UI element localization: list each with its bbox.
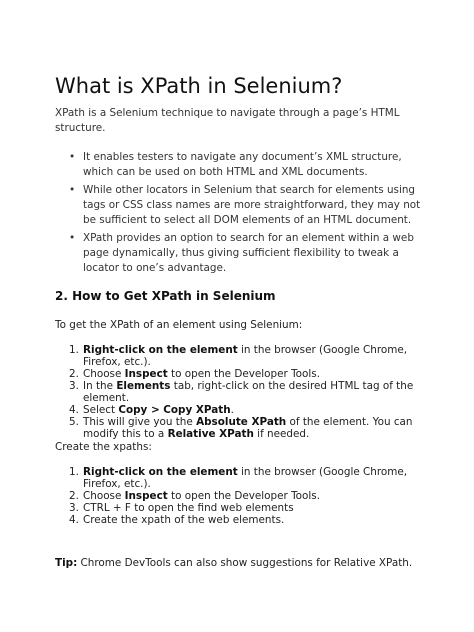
step-item bbox=[69, 514, 435, 526]
step-item bbox=[69, 380, 435, 404]
step-text: to open the Developer Tools. bbox=[167, 368, 321, 380]
step-bold: Copy > Copy XPath bbox=[118, 404, 231, 416]
step-bold: Inspect bbox=[124, 368, 168, 380]
step-text: Choose bbox=[83, 490, 125, 502]
tip-paragraph bbox=[55, 556, 435, 570]
step-text: of the element. You can modify this to a bbox=[83, 416, 413, 440]
document-page bbox=[55, 72, 435, 570]
step-bold: Elements bbox=[116, 380, 171, 392]
step-number: 3. bbox=[69, 380, 79, 392]
xpath-steps-list bbox=[55, 466, 435, 526]
step-text: CTRL + F to open the find web elements bbox=[83, 502, 294, 514]
step-number: 5. bbox=[69, 416, 79, 428]
step-item bbox=[69, 502, 435, 514]
step-number: 1. bbox=[69, 344, 79, 356]
step-item bbox=[69, 368, 435, 380]
step-number: 4. bbox=[69, 514, 79, 526]
step-number: 4. bbox=[69, 404, 79, 416]
step-item bbox=[69, 404, 435, 416]
step-text: Choose bbox=[83, 368, 125, 380]
steps-list bbox=[55, 344, 435, 440]
step-bold: Relative XPath bbox=[167, 428, 254, 440]
step-item bbox=[69, 490, 435, 502]
intro-paragraph: XPath is a Selenium technique to navigate through a page’s HTML structure. bbox=[55, 107, 400, 134]
step-number: 1. bbox=[69, 466, 79, 478]
step-item bbox=[69, 466, 435, 490]
step-bold: Inspect bbox=[124, 490, 168, 502]
section-lead: To get the XPath of an element using Selenium: bbox=[55, 319, 303, 331]
step-text: Select bbox=[83, 404, 119, 416]
bullet-item: • XPath provides an option to search for an element within a web page dynamically, thus giving sufficient flexibility to tweak a locator to one’s advantage. bbox=[83, 231, 435, 276]
tip-label: Tip: bbox=[55, 557, 78, 569]
step-item bbox=[69, 416, 435, 440]
bullet-item: • It enables testers to navigate any document’s XML structure, which can be used on both HTML and XML documents. bbox=[83, 150, 435, 180]
step-number: 3. bbox=[69, 502, 79, 514]
step-number: 2. bbox=[69, 490, 79, 502]
bullet-list bbox=[55, 150, 435, 276]
step-bold: Right-click on the element bbox=[83, 344, 238, 356]
step-text: in the browser (Google Chrome, Firefox, etc.). bbox=[83, 344, 408, 368]
step-bold: Right-click on the element bbox=[83, 466, 238, 478]
step-text: In the bbox=[83, 380, 117, 392]
step-bold: Absolute XPath bbox=[196, 416, 287, 428]
step-number: 2. bbox=[69, 368, 79, 380]
step-text: This will give you the bbox=[83, 416, 197, 428]
step-text: in the browser (Google Chrome, Firefox, etc.). bbox=[83, 466, 408, 490]
step-text: tab, right-click on the desired HTML tag of the element. bbox=[83, 380, 414, 404]
step-text: Create the xpath of the web elements. bbox=[83, 514, 285, 526]
step-item bbox=[69, 344, 435, 368]
section-lead-2: Create the xpaths: bbox=[55, 441, 152, 453]
section-heading: 2. How to Get XPath in Selenium bbox=[55, 289, 276, 303]
step-text: . bbox=[230, 404, 234, 416]
page-title: What is XPath in Selenium? bbox=[55, 74, 343, 98]
step-text: to open the Developer Tools. bbox=[167, 490, 321, 502]
bullet-item: • While other locators in Selenium that search for elements using tags or CSS class names are more straightforward, they may not be sufficient to select all DOM elements of an HTML document. bbox=[83, 183, 435, 228]
tip-text: Chrome DevTools can also show suggestions for Relative XPath. bbox=[77, 557, 413, 569]
step-text: if needed. bbox=[253, 428, 310, 440]
